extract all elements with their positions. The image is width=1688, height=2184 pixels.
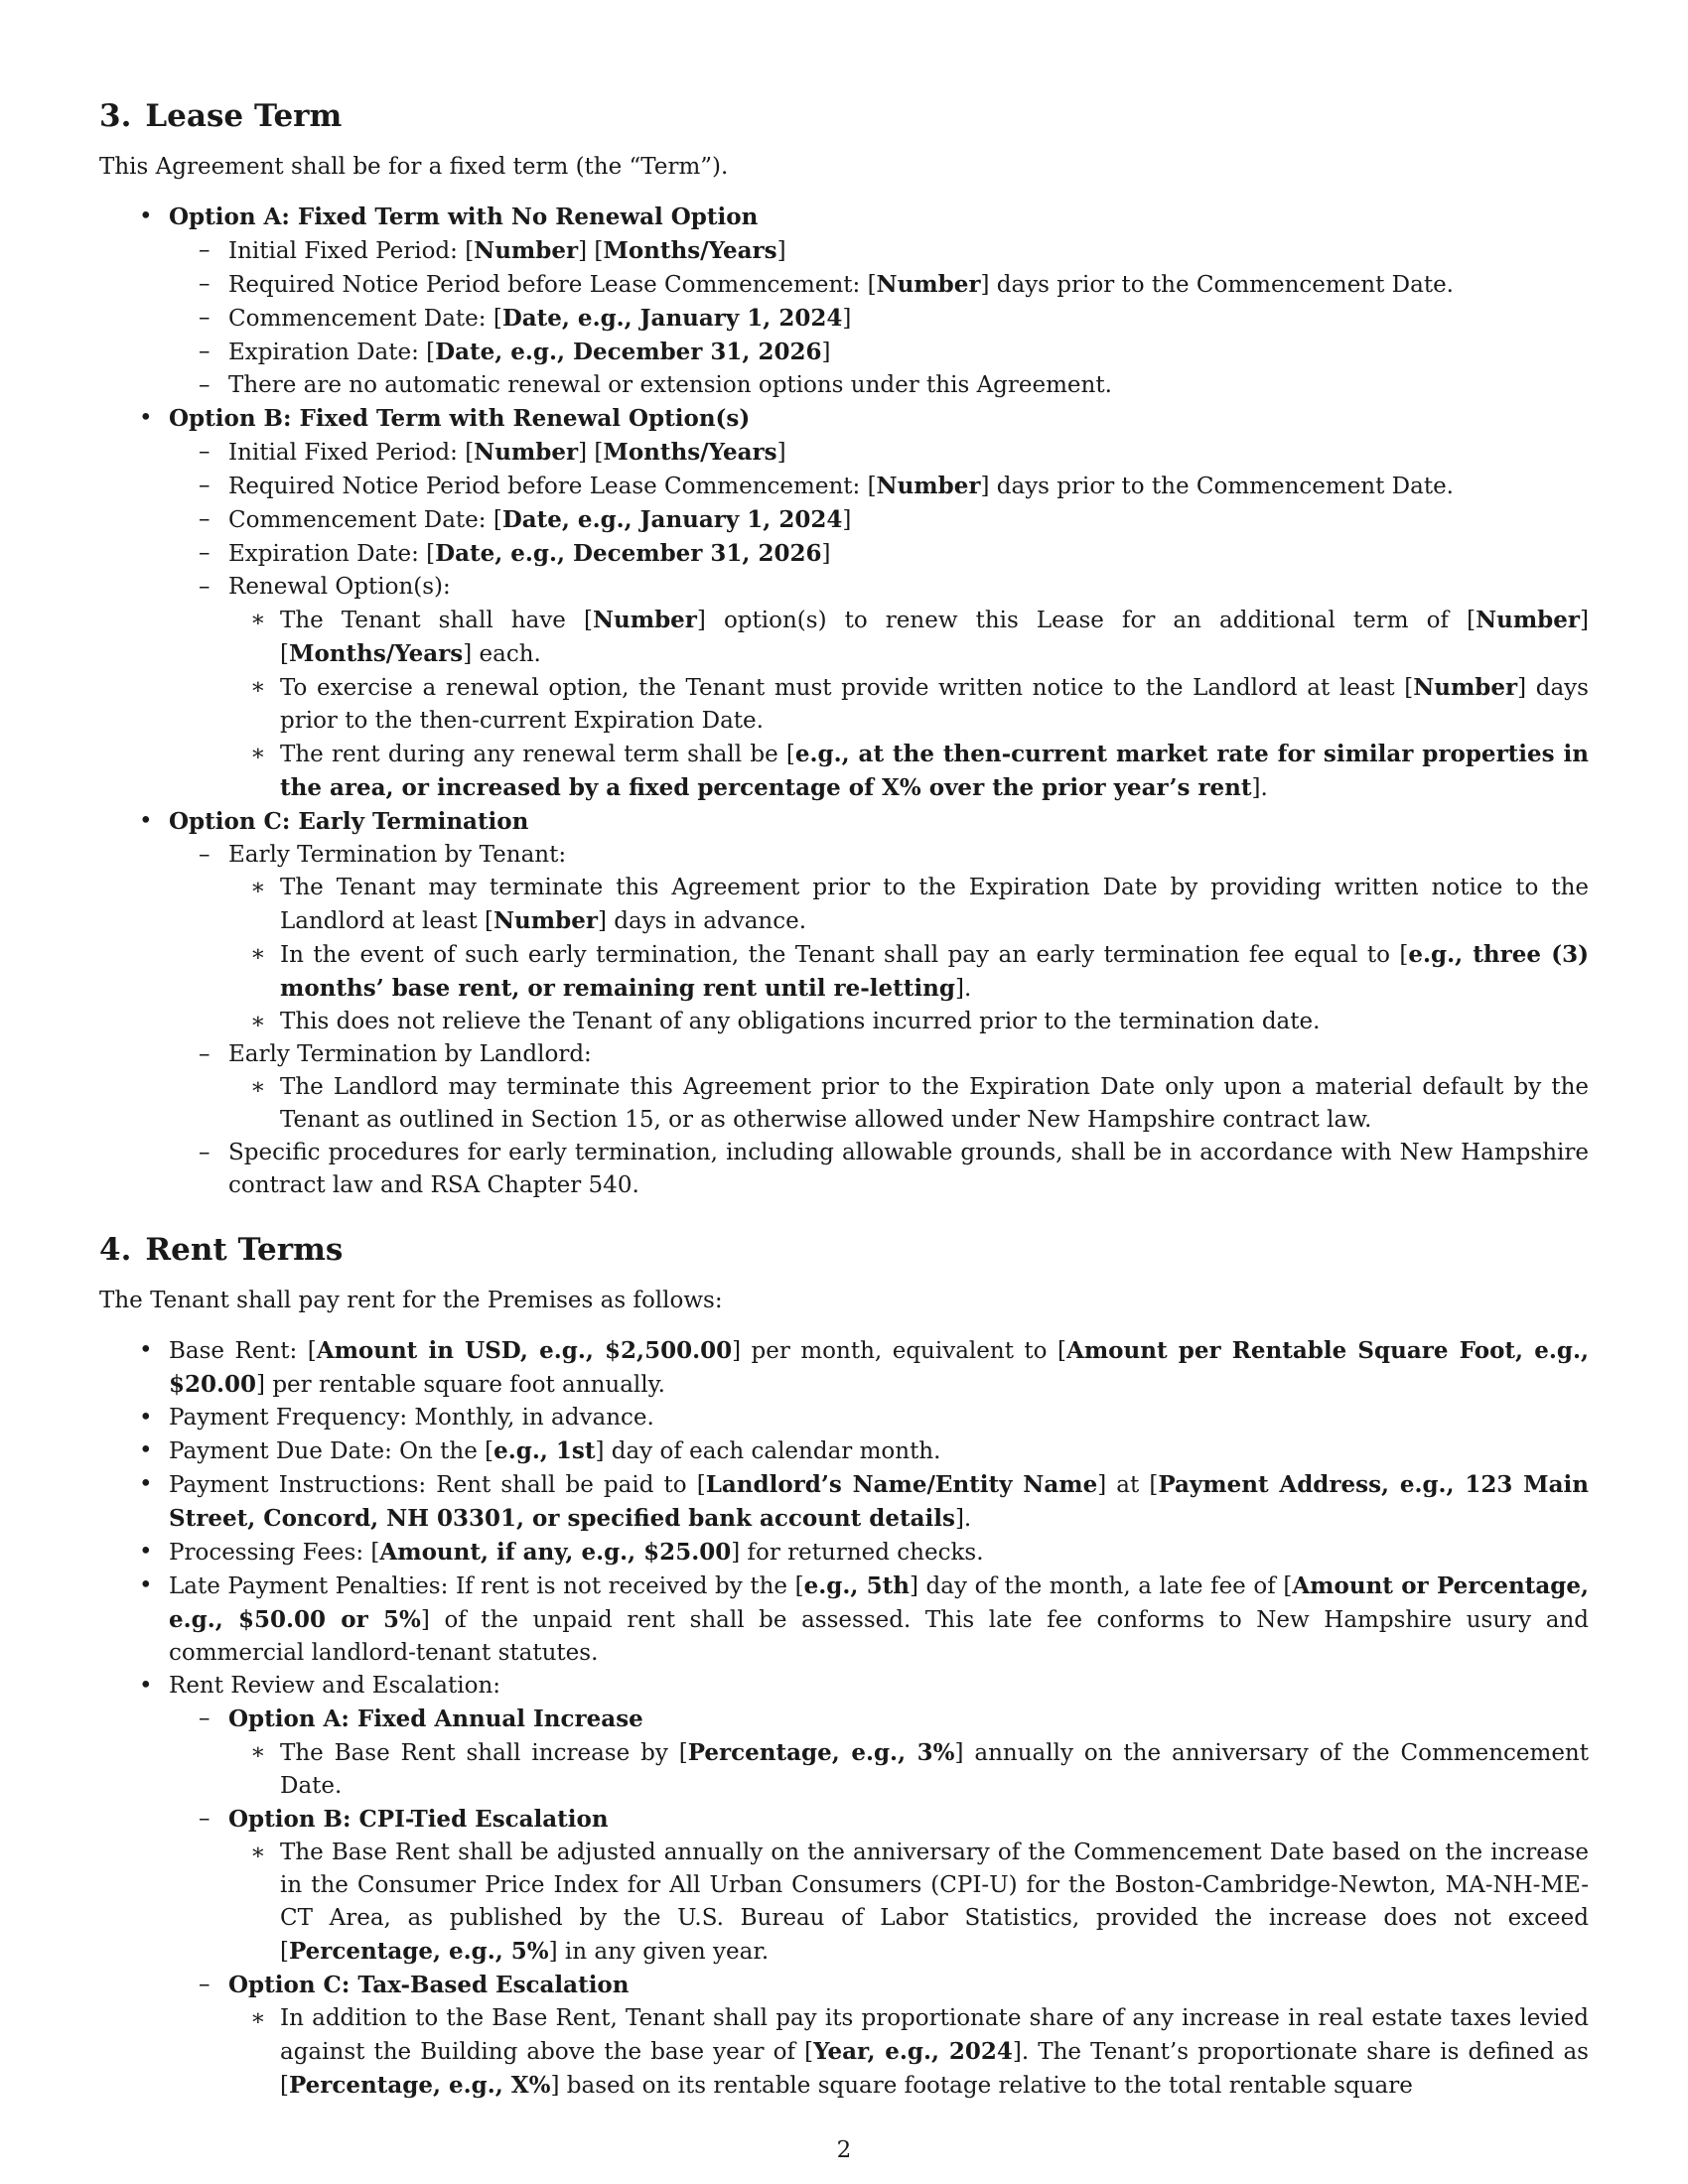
escalation-option-b-text: ∗ The Base Rent shall be adjusted annually on the anniversary of the Commencement Date based on the increase in the Consumer Price Index for All Urban Consumers (CPI-U) for the Boston-Cambridge-Newton, MA-NH-ME-CT Area, as published by the U.S. Bureau of Labor Statistics, provided the increase does not exceed [Percentage, e.g., 5%] in any given year. (250, 1840, 1589, 1965)
option-b-commencement-date: – Commencement Date: [Date, e.g., January 1, 2024] (199, 506, 852, 533)
payment-frequency: • Payment Frequency: Monthly, in advance. (139, 1405, 654, 1431)
option-c-title: • Option C: Early Termination (139, 808, 529, 835)
escalation-option-c-text: ∗ In addition to the Base Rent, Tenant shall pay its proportionate share of any increase in real estate taxes levied against the Building above the base year of [Year, e.g., 2024]. The Tenant’s proportionate share is defined as [Percentage, e.g., X%] based on its rentable square footage relative to the total rentable square (250, 2005, 1589, 2099)
option-a-commencement-date: – Commencement Date: [Date, e.g., January 1, 2024] (199, 305, 852, 332)
option-b-notice-period: – Required Notice Period before Lease Commencement: [Number] days prior to the Commencement Date. (199, 473, 1454, 499)
option-c-tenant-notice: ∗ The Tenant may terminate this Agreement prior to the Expiration Date by providing written notice to the Landlord at least [Number] days in advance. (250, 875, 1589, 934)
lease-term-options-list (99, 201, 1589, 1202)
option-c-tenant-fee: ∗ In the event of such early termination, the Tenant shall pay an early termination fee equal to [e.g., three (3) months’ base rent, or remaining rent until re-letting]. (250, 941, 1589, 1002)
late-payment-penalties: • Late Payment Penalties: If rent is not received by the [e.g., 5th] day of the month, a late fee of [Amount or Percentage, e.g., $50.00 or 5%] of the unpaid rent shall be assessed. This late fee conforms to New Hampshire usury and commercial landlord-tenant statutes. (139, 1572, 1589, 1666)
processing-fees: • Processing Fees: [Amount, if any, e.g., $25.00] for returned checks. (139, 1539, 984, 1566)
option-c-landlord-default: ∗ The Landlord may terminate this Agreement prior to the Expiration Date only upon a material default by the Tenant as outlined in Section 15, or as otherwise allowed under New Hampshire contract law. (250, 1074, 1589, 1133)
base-rent: • Base Rent: [Amount in USD, e.g., $2,500.00] per month, equivalent to [Amount per Rentable Square Foot, e.g., $20.00] per rentable square foot annually. (139, 1337, 1589, 1398)
section-heading-lease-term: 3. Lease Term (99, 98, 343, 134)
option-a-expiration-date: – Expiration Date: [Date, e.g., December 31, 2026] (199, 339, 831, 365)
option-a-initial-period: – Initial Fixed Period: [Number] [Months/Years] (199, 237, 786, 264)
payment-due-date: • Payment Due Date: On the [e.g., 1st] day of each calendar month. (139, 1437, 941, 1464)
payment-instructions: • Payment Instructions: Rent shall be paid to [Landlord’s Name/Entity Name] at [Payment Address, e.g., 123 Main Street, Concord, NH 03301, or specified bank account details]. (139, 1471, 1589, 1532)
page-number: 2 (836, 2137, 852, 2163)
rent-review-label: • Rent Review and Escalation: (139, 1673, 501, 1699)
rent-terms-list (99, 1334, 1589, 2103)
lease-term-intro: This Agreement shall be for a fixed term (the “Term”). (99, 154, 729, 180)
option-b-renewal-label: – Renewal Option(s): (199, 574, 451, 600)
escalation-option-b-title: – Option B: CPI-Tied Escalation (199, 1806, 609, 1833)
option-b-renewal-notice: ∗ To exercise a renewal option, the Tenant must provide written notice to the Landlord at least [Number] days prior to the then-current Expiration Date. (250, 674, 1589, 734)
section-heading-rent-terms: 4. Rent Terms (99, 1232, 344, 1268)
rent-terms-intro: The Tenant shall pay rent for the Premises as follows: (99, 1288, 723, 1313)
option-c-tenant-obligations: ∗ This does not relieve the Tenant of any obligations incurred prior to the termination date. (250, 1009, 1321, 1034)
option-b-renewal-rent: ∗ The rent during any renewal term shall be [e.g., at the then-current market rate for similar properties in the area, or increased by a fixed percentage of X% over the prior year’s rent]. (250, 741, 1589, 801)
option-c-by-tenant-label: – Early Termination by Tenant: (199, 842, 567, 868)
option-a-notice-period: – Required Notice Period before Lease Commencement: [Number] days prior to the Commencement Date. (199, 271, 1454, 298)
option-b-expiration-date: – Expiration Date: [Date, e.g., December 31, 2026] (199, 540, 831, 567)
option-b-title: • Option B: Fixed Term with Renewal Option(s) (139, 405, 751, 432)
option-c-procedures: – Specific procedures for early termination, including allowable grounds, shall be in accordance with New Hampshire contract law and RSA Chapter 540. (199, 1140, 1589, 1198)
document-page (99, 0, 1589, 2184)
option-c-by-landlord-label: – Early Termination by Landlord: (199, 1041, 592, 1067)
escalation-option-a-title: – Option A: Fixed Annual Increase (199, 1706, 643, 1732)
option-a-no-renewal: – There are no automatic renewal or extension options under this Agreement. (199, 372, 1112, 398)
escalation-option-c-title: – Option C: Tax-Based Escalation (199, 1972, 630, 1998)
option-b-initial-period: – Initial Fixed Period: [Number] [Months/Years] (199, 439, 786, 466)
option-a-title: • Option A: Fixed Term with No Renewal Option (139, 204, 759, 230)
option-b-renewal-count: ∗ The Tenant shall have [Number] option(s) to renew this Lease for an additional term of [Number] [Months/Years] each. (250, 607, 1589, 667)
escalation-option-a-text: ∗ The Base Rent shall increase by [Percentage, e.g., 3%] annually on the anniversary of the Commencement Date. (250, 1739, 1589, 1799)
